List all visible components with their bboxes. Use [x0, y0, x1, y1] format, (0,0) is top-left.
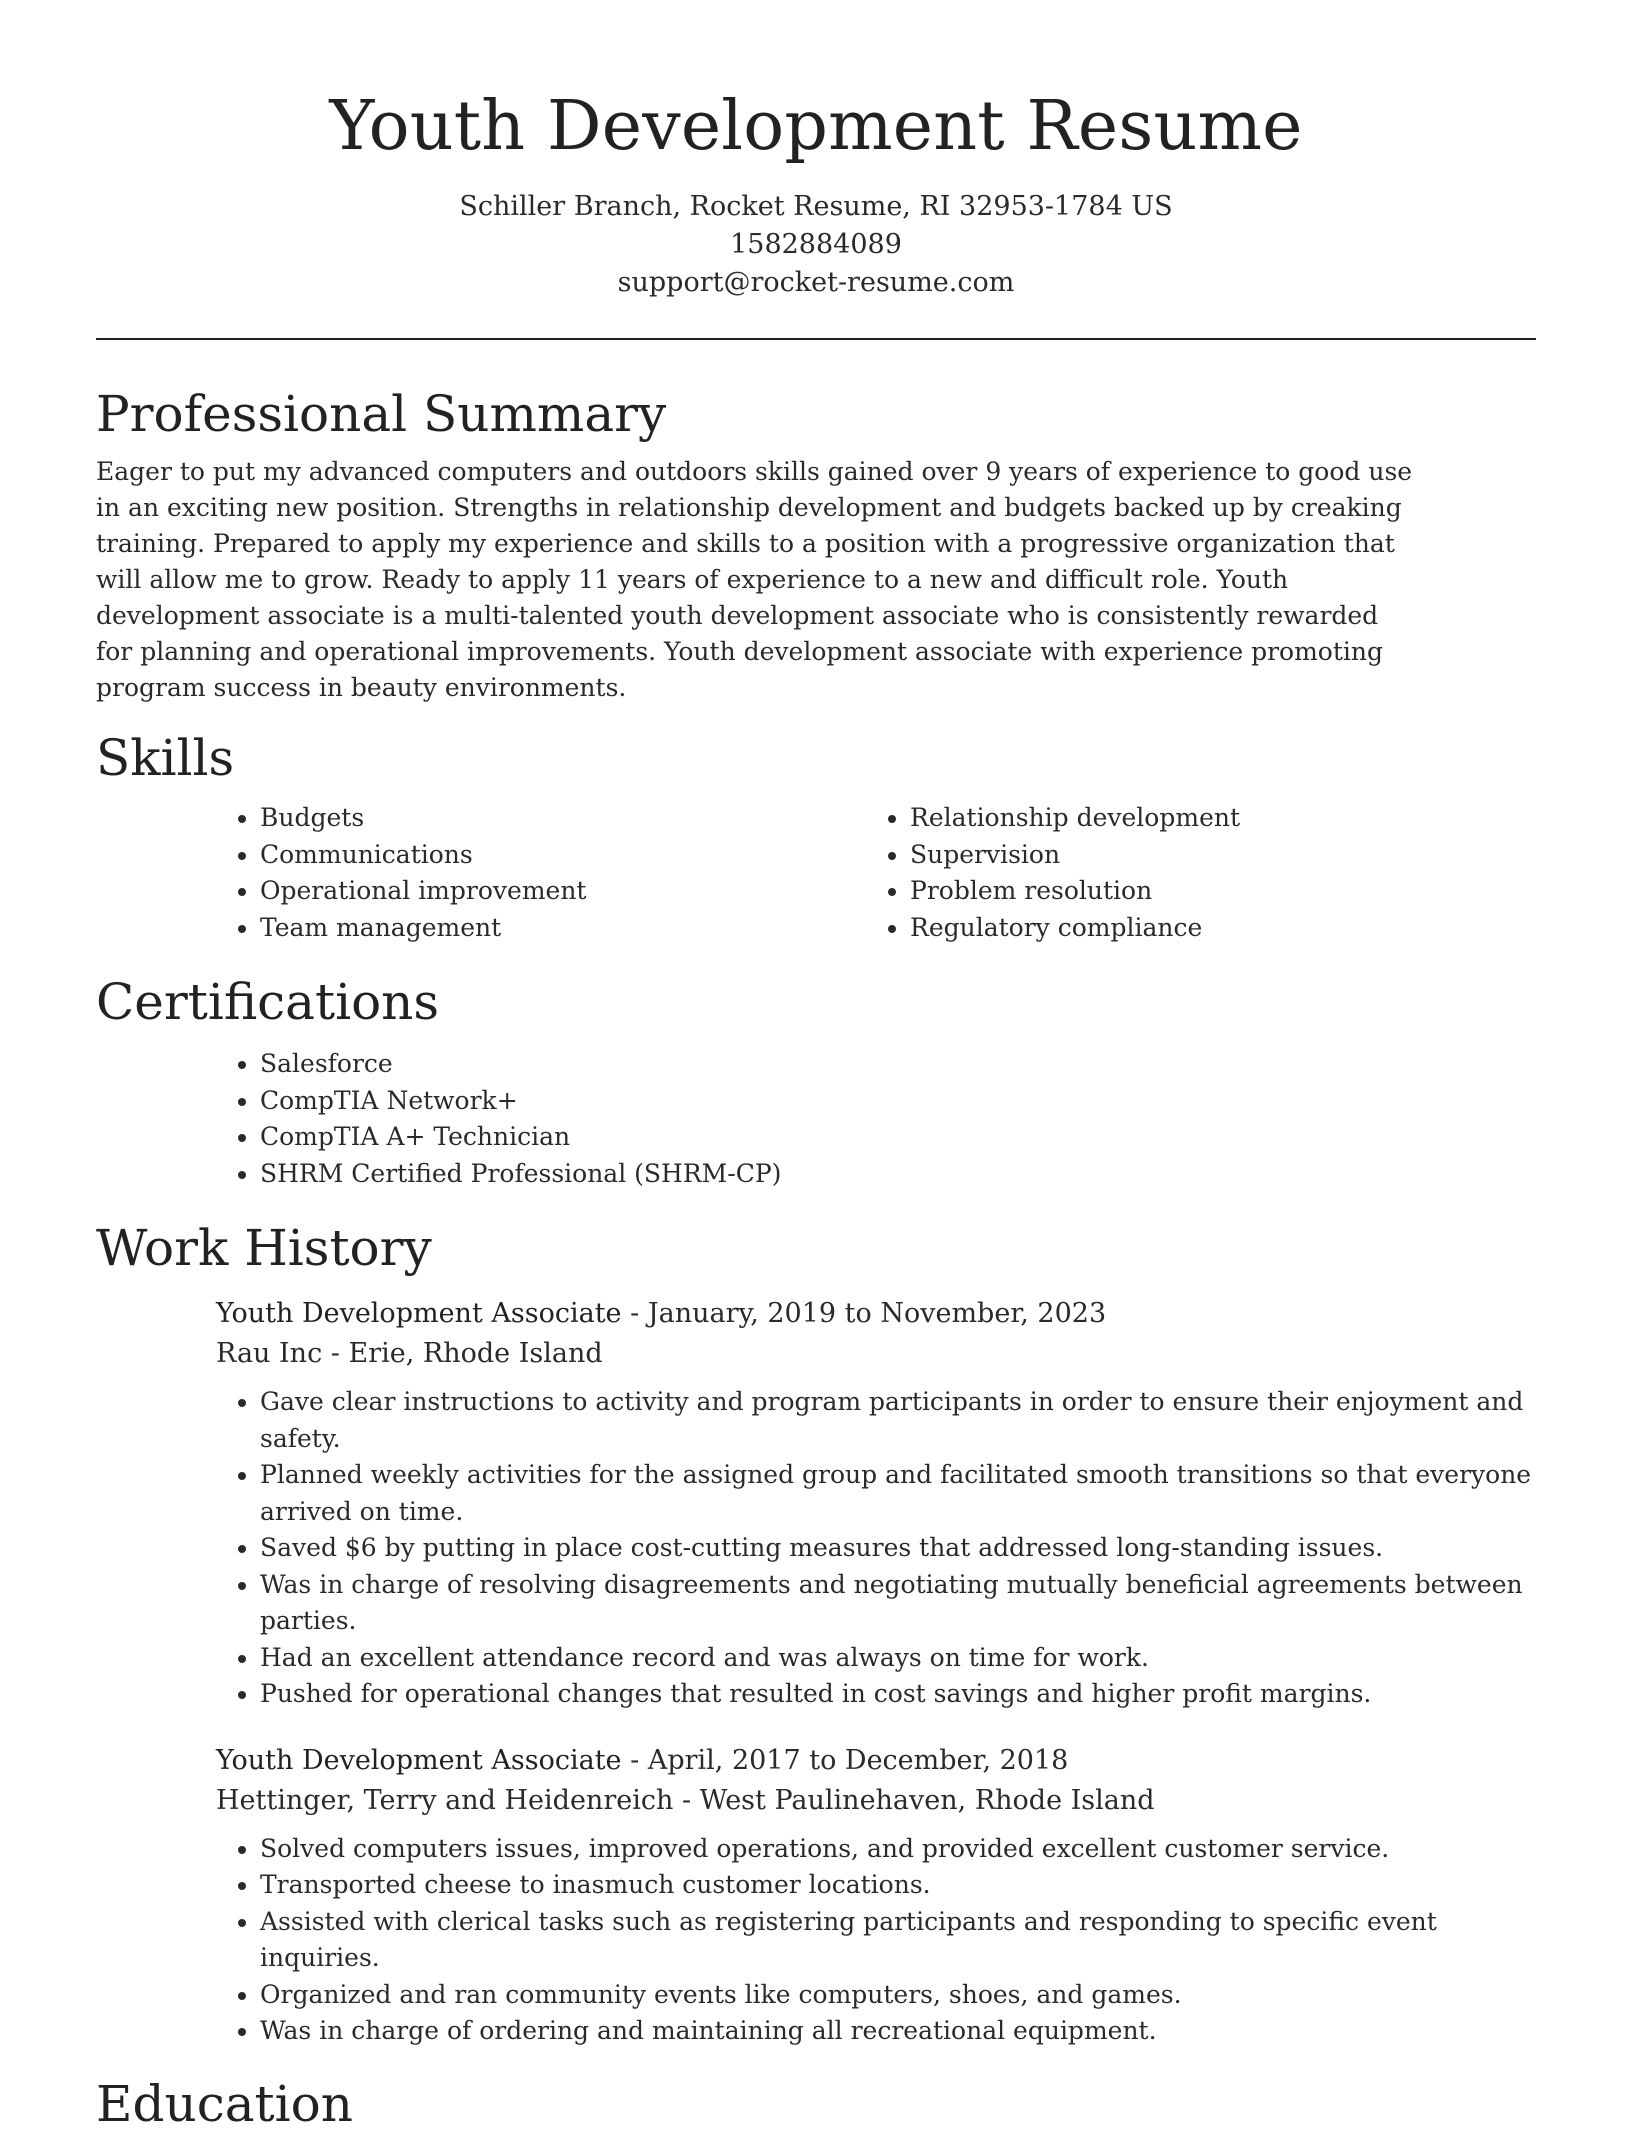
- job-company-line: [216, 1781, 1536, 1821]
- certification-item: • CompTIA A+ Technician: [260, 1119, 1536, 1156]
- summary-text: Eager to put my advanced computers and outdoors skills gained over 9 years of experience to good use in an exciting new position. Strengths in relationship development and budgets backed up by creaking training. Prepared to apply my experience and skills to a position with a progressive organization that will allow me to grow. Ready to apply 11 years of experience to a new and difficult role. Youth development associate is a multi-talented youth development associate who is consistently rewarded for planning and operational improvements. Youth development associate with experience promoting program success in beauty environments.: [96, 457, 1413, 702]
- job-dates: - January, 2019 to November, 2023: [621, 1298, 1107, 1329]
- certification-item: • CompTIA Network+: [260, 1083, 1536, 1120]
- job-title-line: [216, 1741, 1536, 1781]
- summary-heading: Professional Summary: [96, 385, 667, 443]
- certifications-list: [216, 1046, 1536, 1192]
- job-bullet: • Pushed for operational changes that resulted in cost savings and higher profit margins.: [260, 1676, 1536, 1713]
- skills-section: [96, 726, 1536, 946]
- education-heading: Education: [96, 2074, 353, 2133]
- job-bullet: • Was in charge of ordering and maintaining all recreational equipment.: [260, 2013, 1536, 2050]
- job-bullet: • Assisted with clerical tasks such as registering participants and responding to specific event inquiries.: [260, 1904, 1536, 1977]
- skill-item: • Budgets: [260, 800, 866, 837]
- skill-item: • Regulatory compliance: [910, 910, 1516, 947]
- skill-item: • Problem resolution: [910, 873, 1516, 910]
- job-location: - West Paulinehaven, Rhode Island: [673, 1784, 1155, 1816]
- job-bullets: [216, 1384, 1536, 1713]
- job-bullet: • Transported cheese to inasmuch customer locations.: [260, 1867, 1536, 1904]
- certifications-heading: Certifications: [96, 973, 440, 1031]
- work-history-heading: Work History: [96, 1219, 432, 1277]
- job-location: - Erie, Rhode Island: [322, 1338, 603, 1369]
- job-entry: [216, 1741, 1536, 2050]
- contact-address: Schiller Branch, Rocket Resume, RI 32953-1784 US: [459, 191, 1173, 222]
- contact-email: support@rocket-resume.com: [617, 267, 1015, 298]
- job-company: Rau Inc: [216, 1338, 323, 1369]
- resume-header: [96, 0, 1536, 302]
- skills-column-left: [216, 800, 866, 946]
- resume-page: [96, 0, 1536, 2136]
- skill-item: • Relationship development: [910, 800, 1516, 837]
- job-entry: [216, 1294, 1536, 1713]
- job-role: Youth Development Associate: [216, 1298, 622, 1329]
- skill-item: • Communications: [260, 837, 866, 874]
- certification-item: • SHRM Certified Professional (SHRM-CP): [260, 1156, 1536, 1193]
- resume-title: Youth Development Resume: [329, 87, 1303, 166]
- job-company-line: [216, 1334, 1536, 1374]
- certification-item: • Salesforce: [260, 1046, 1536, 1083]
- certifications-section: [96, 970, 1536, 1192]
- job-dates: - April, 2017 to December, 2018: [621, 1744, 1069, 1776]
- job-bullet: • Gave clear instructions to activity and program participants in order to ensure their enjoyment and safety.: [260, 1384, 1536, 1457]
- skills-grid: [216, 800, 1536, 946]
- job-bullet: • Planned weekly activities for the assigned group and facilitated smooth transitions so that everyone arrived on time.: [260, 1457, 1536, 1530]
- contact-phone: 1582884089: [730, 229, 902, 260]
- job-company: Hettinger, Terry and Heidenreich: [216, 1784, 674, 1816]
- job-role: Youth Development Associate: [216, 1744, 622, 1776]
- job-bullet: • Organized and ran community events like computers, shoes, and games.: [260, 1977, 1536, 2014]
- job-bullet: • Was in charge of resolving disagreements and negotiating mutually beneficial agreements between parties.: [260, 1567, 1536, 1640]
- skill-item: • Team management: [260, 910, 866, 947]
- job-bullet: • Solved computers issues, improved operations, and provided excellent customer service.: [260, 1831, 1536, 1868]
- header-divider: [96, 338, 1536, 340]
- job-bullet: • Had an excellent attendance record and was always on time for work.: [260, 1640, 1536, 1677]
- job-bullets: [216, 1831, 1536, 2050]
- skills-heading: Skills: [96, 729, 235, 787]
- skill-item: • Supervision: [910, 837, 1516, 874]
- summary-section: [96, 382, 1536, 706]
- education-section: [96, 2072, 1536, 2136]
- work-history-section: [96, 1216, 1536, 2050]
- job-bullet: • Saved $6 by putting in place cost-cutting measures that addressed long-standing issues.: [260, 1530, 1536, 1567]
- skills-column-right: [866, 800, 1516, 946]
- skill-item: • Operational improvement: [260, 873, 866, 910]
- job-title-line: [216, 1294, 1536, 1334]
